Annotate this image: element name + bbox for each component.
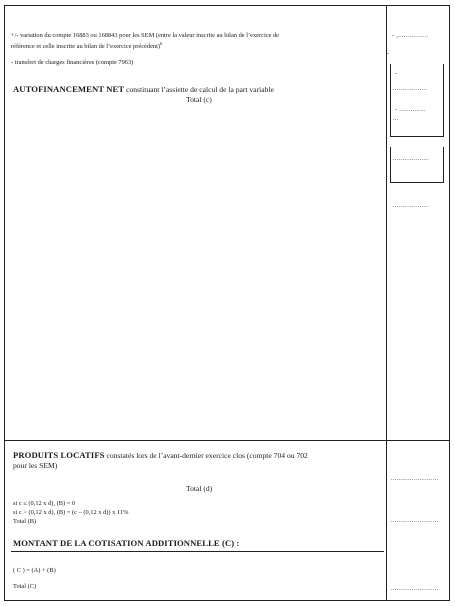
amount-entry-5[interactable]: ...................: [393, 156, 430, 162]
column-divider: [386, 6, 390, 600]
box-bottom: [390, 182, 444, 183]
bracket-bottom: [390, 136, 444, 137]
variation-line-1: +/- variation du compte 16883 ou 168843 pour les SEM (entre la valeur inscrite au bilan de l’exercice de: [11, 32, 280, 39]
total-b-label: Total (B): [13, 518, 37, 525]
transfert-charges: - transfert de charges financières (compte 7963): [11, 59, 134, 66]
total-c-label: Total (c): [186, 95, 212, 104]
form-frame: [4, 5, 450, 601]
amount-entry-4-cont: ...: [393, 116, 399, 122]
produits-line-1: PRODUITS LOCATIFS constatés lors de l’avant-dernier exercice clos (compte 704 ou 702: [13, 450, 308, 460]
condition-2: si c > (0,12 x d), (B) = (c – (0,12 x d)) x 11%: [13, 509, 129, 516]
produits-line-2: pour les SEM): [13, 461, 58, 470]
box-right: [443, 147, 444, 183]
variation-line-2: référence et celle inscrite au bilan de l’exercice précédent)$^6$: [11, 41, 163, 51]
amount-entry-1[interactable]: - ,................: [392, 33, 429, 39]
bracket-right: [443, 64, 444, 136]
amount-total-c[interactable]: ...................: [393, 203, 430, 209]
autofinancement-line: AUTOFINANCEMENT NET constituant l’assiette de calcul de la part variable: [13, 84, 274, 94]
amount-entry-3[interactable]: ..................: [393, 86, 428, 92]
box-left: [390, 147, 391, 183]
formula-line: ( C ) = (A) + (B): [13, 567, 56, 574]
bracket-left: [390, 64, 391, 136]
amount-entry-4[interactable]: - ..............: [395, 107, 426, 113]
footnote-marker: 6: [160, 41, 163, 46]
total-d-label: Total (d): [186, 484, 213, 493]
condition-1: si c ≤ (0,12 x d), (B) = 0: [13, 500, 76, 507]
section-divider: [5, 440, 449, 441]
amount-total-d[interactable]: .........................: [391, 476, 439, 482]
amount-dash-2: -: [387, 51, 390, 57]
amount-total-b[interactable]: .........................: [391, 518, 439, 524]
montant-heading: MONTANT DE LA COTISATION ADDITIONNELLE (C) :: [13, 538, 240, 548]
total-final-label: Total (C): [13, 583, 37, 590]
heading-underline: [11, 551, 384, 552]
amount-dash-3: -: [395, 71, 398, 77]
amount-total-final[interactable]: .........................: [391, 586, 439, 592]
